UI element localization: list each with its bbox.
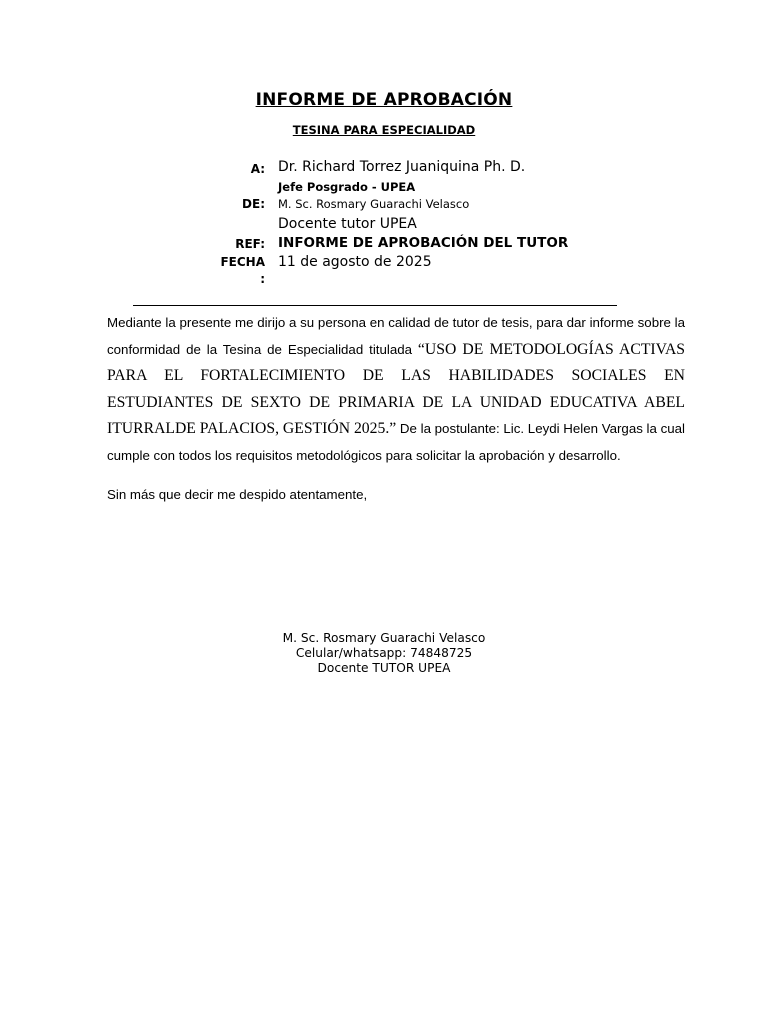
document-title: INFORME DE APROBACIÓN — [255, 90, 513, 110]
date-label-colon: : — [260, 272, 265, 286]
body-intro: Mediante la presente me dirijo a su persona en calidad de tutor de tesis, para dar informe sobre la conformidad de la Tesina de Especialidad titulada — [107, 315, 685, 357]
to-name: Dr. Richard Torrez Juaniquina Ph. D. — [278, 159, 526, 175]
body-paragraph — [107, 310, 685, 469]
signature-name: M. Sc. Rosmary Guarachi Velasco — [282, 631, 486, 645]
date-label: FECHA — [220, 255, 265, 269]
to-label: A: — [250, 162, 265, 176]
separator-line — [133, 305, 617, 306]
closing-line: Sin más que decir me despido atentamente, — [107, 487, 368, 502]
body-continuation: De la postulante: Lic. Leydi Helen Vargas la cual cumple con todos los requisitos metodológicos para solicitar la aprobación y desarrollo. — [107, 421, 686, 463]
from-name: M. Sc. Rosmary Guarachi Velasco — [278, 197, 470, 211]
ref-label: REF: — [235, 237, 265, 251]
from-label: DE: — [242, 197, 265, 211]
from-position: Docente tutor UPEA — [278, 216, 417, 232]
document-subtitle: TESINA PARA ESPECIALIDAD — [292, 123, 476, 137]
to-position: Jefe Posgrado - UPEA — [278, 180, 416, 194]
ref-value: INFORME DE APROBACIÓN DEL TUTOR — [278, 235, 569, 251]
thesis-title: “USO DE METODOLOGÍAS ACTIVAS PARA EL FORTALECIMIENTO DE LAS HABILIDADES SOCIALES EN ESTUDIANTES DE SEXTO DE PRIMARIA DE LA UNIDAD EDUCATIVA ABEL ITURRALDE PALACIOS, GESTIÓN 2025.” — [107, 340, 686, 437]
date-value: 11 de agosto de 2025 — [278, 254, 432, 270]
signature-phone: Celular/whatsapp: 74848725 — [295, 646, 473, 660]
signature-position: Docente TUTOR UPEA — [317, 661, 451, 675]
